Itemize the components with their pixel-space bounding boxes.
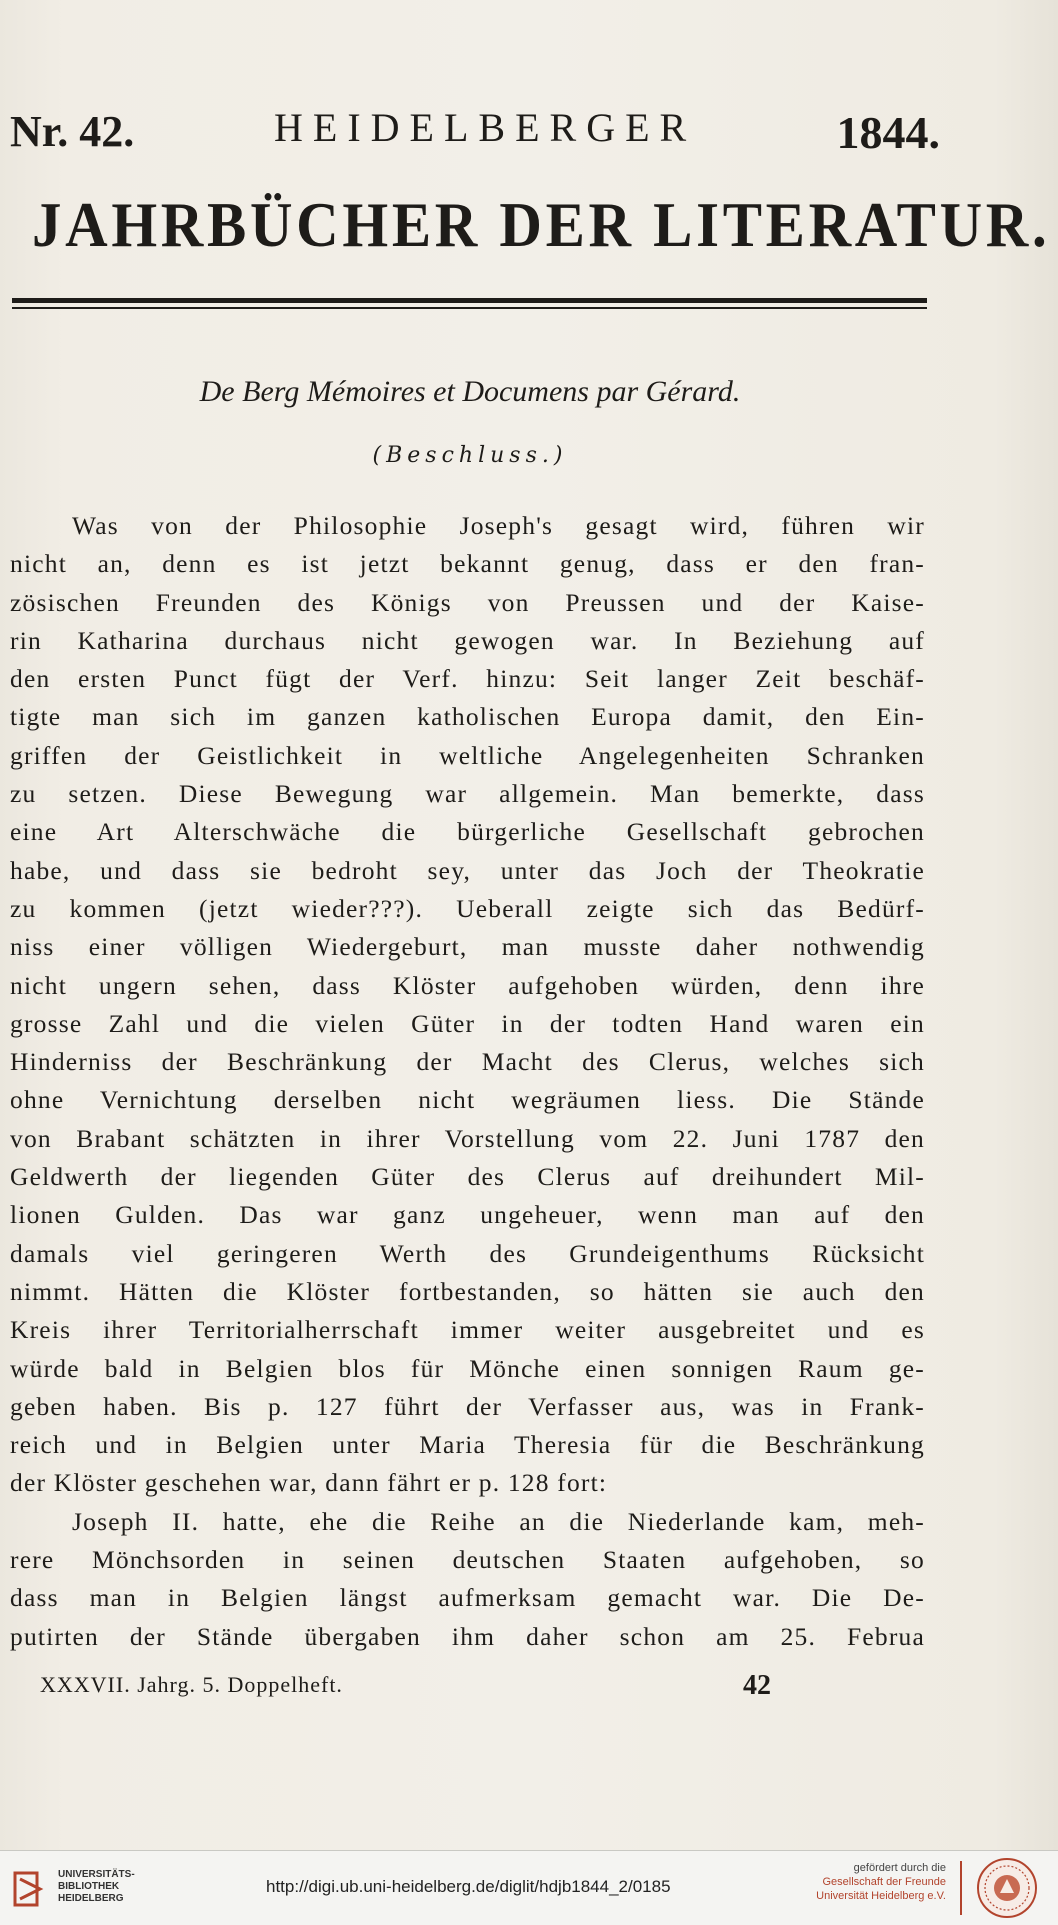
journal-title: JAHRBÜCHER DER LITERATUR.	[32, 189, 1051, 260]
header-rule-thick	[12, 298, 927, 303]
article-title: De Berg Mémoires et Documens par Gérard.	[199, 375, 741, 408]
sponsor-name: Gesellschaft der Freunde	[822, 1876, 946, 1888]
text-line: Geldwerth der liegenden Güter des Clerus auf dreihundert Mil-	[10, 1162, 925, 1192]
text-line: damals viel geringeren Werth des Grundeigenthums Rücksicht	[10, 1238, 925, 1268]
text-line: dass man in Belgien längst aufmerksam gemacht war. Die De-	[10, 1583, 925, 1613]
text-line: reich und in Belgien unter Maria Theresia für die Beschränkung	[10, 1430, 925, 1460]
sponsor-credit	[770, 1861, 946, 1903]
article-body	[10, 507, 925, 1656]
text-line: von Brabant schätzten in ihrer Vorstellung vom 22. Juni 1787 den	[10, 1123, 925, 1153]
text-line: der Klöster geschehen war, dann fährt er p. 128 fort:	[10, 1468, 608, 1498]
text-line: nimmt. Hätten die Klöster fortbestanden, so hätten sie auch den	[10, 1276, 925, 1306]
text-line: geben haben. Bis p. 127 führt der Verfasser aus, was in Frank-	[10, 1391, 925, 1421]
text-line: zösischen Freunden des Königs von Preussen und der Kaise-	[10, 587, 925, 617]
text-line: griffen der Geistlichkeit in weltliche Angelegenheiten Schranken	[10, 740, 925, 770]
text-line: lionen Gulden. Das war ganz ungeheuer, wenn man auf den	[10, 1200, 925, 1230]
text-line: Kreis ihrer Territorialherrschaft immer weiter ausgebreitet und es	[10, 1315, 925, 1345]
masthead-city: HEIDELBERGER	[274, 105, 697, 150]
text-line: eine Art Alterschwäche die bürgerliche Gesellschaft gebrochen	[10, 817, 925, 847]
text-line: Was von der Philosophie Joseph's gesagt wird, führen wir	[72, 511, 925, 540]
text-line: rere Mönchsorden in seinen deutschen Staaten aufgehoben, so	[10, 1545, 925, 1575]
library-name-line: BIBLIOTHEK	[58, 1881, 120, 1892]
issue-number: Nr. 42.	[10, 107, 135, 156]
text-line: tigte man sich im ganzen katholischen Europa damit, den Ein-	[10, 702, 925, 732]
sponsor-divider	[960, 1861, 962, 1915]
signature-mark: 42	[743, 1670, 771, 1701]
library-name-line: HEIDELBERG	[58, 1893, 124, 1904]
volume-note: XXXVII. Jahrg. 5. Doppelheft.	[40, 1672, 343, 1697]
text-line: putirten der Stände übergaben ihm daher schon am 25. Februa	[10, 1621, 925, 1651]
text-line: ohne Vernichtung derselben nicht wegräumen liess. Die Stände	[10, 1085, 925, 1115]
text-line: zu kommen (jetzt wieder???). Ueberall zeigte sich das Bedürf-	[10, 893, 925, 923]
text-line: den ersten Punct fügt der Verf. hinzu: Seit langer Zeit beschäf-	[10, 664, 925, 694]
text-line: niss einer völligen Wiedergeburt, man musste daher nothwendig	[10, 932, 925, 962]
university-seal-icon[interactable]	[974, 1857, 1040, 1919]
library-name	[58, 1869, 135, 1905]
library-name-line: UNIVERSITÄTS-	[58, 1869, 135, 1880]
sponsor-name: Universität Heidelberg e.V.	[816, 1890, 946, 1902]
page-footer	[40, 1672, 780, 1706]
header-rule-thin	[12, 307, 927, 309]
text-line: nicht an, denn es ist jetzt bekannt genug, dass er den fran-	[10, 549, 925, 579]
article-subtitle: (Beschluss.)	[372, 443, 568, 468]
text-line: Hinderniss der Beschränkung der Macht des Clerus, welches sich	[10, 1047, 925, 1077]
permalink-url[interactable]: http://digi.ub.uni-heidelberg.de/diglit/hdjb1844_2/0185	[266, 1877, 671, 1896]
text-line: nicht ungern sehen, dass Klöster aufgehoben würden, denn ihre	[10, 970, 925, 1000]
text-line: Joseph II. hatte, ehe die Reihe an die Niederlande kam, meh-	[72, 1506, 925, 1536]
text-line: rin Katharina durchaus nicht gewogen war. In Beziehung auf	[10, 625, 925, 655]
text-line: grosse Zahl und die vielen Güter in der todten Hand waren ein	[10, 1008, 925, 1038]
ub-logo-icon[interactable]	[12, 1867, 46, 1911]
text-line: habe, und dass sie bedroht sey, unter das Joch der Theokratie	[10, 855, 925, 885]
issue-year: 1844.	[836, 107, 940, 158]
masthead	[10, 98, 940, 158]
text-line: zu setzen. Diese Bewegung war allgemein. Man bemerkte, dass	[10, 779, 925, 809]
library-bar	[0, 1850, 1058, 1925]
funded-by-label: gefördert durch die	[853, 1862, 946, 1874]
text-line: würde bald in Belgien blos für Mönche einen sonnigen Raum ge-	[10, 1353, 925, 1383]
